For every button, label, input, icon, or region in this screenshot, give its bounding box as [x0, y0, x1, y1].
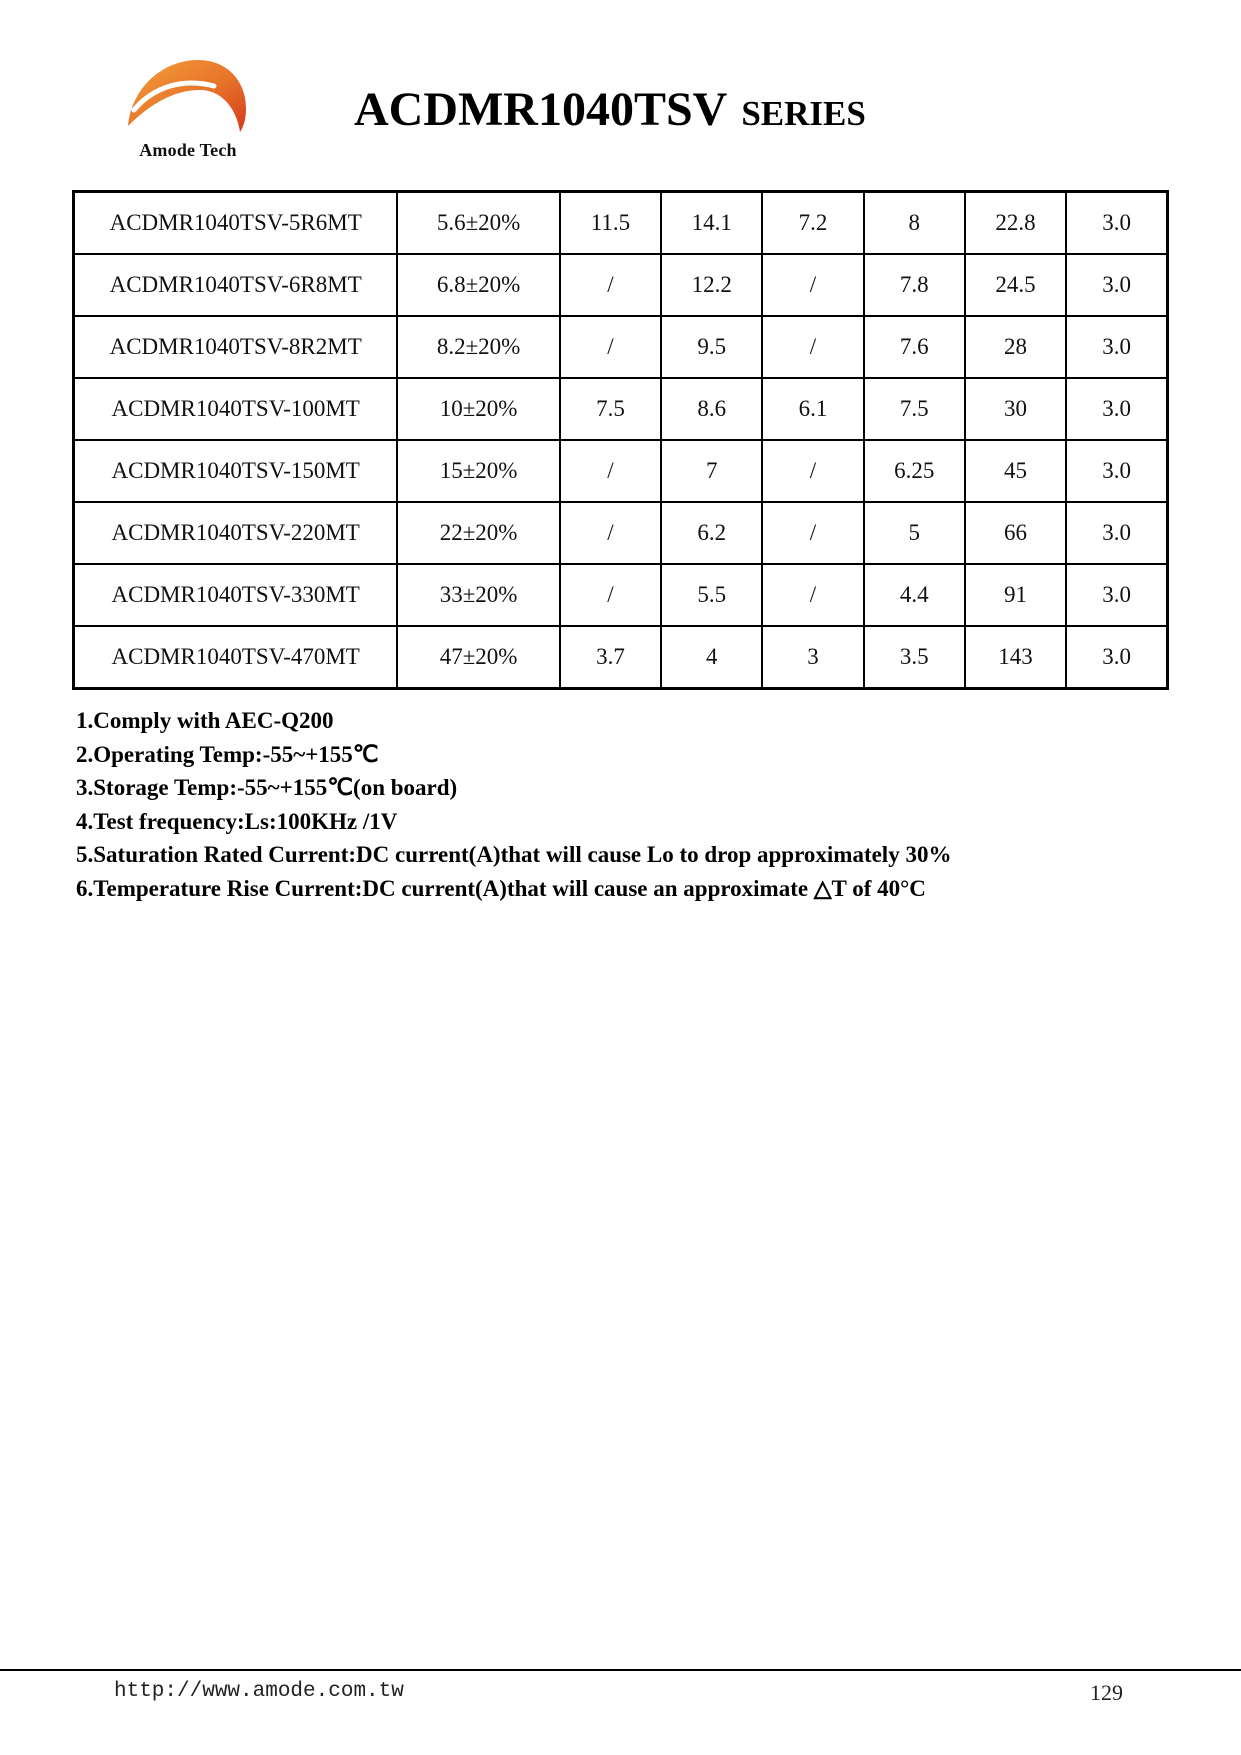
company-logo	[118, 56, 256, 166]
table-cell: /	[560, 564, 661, 626]
note-test-frequency: 4.Test frequency:Ls:100KHz /1V	[76, 808, 398, 834]
table-cell: 30	[965, 378, 1066, 440]
table-cell: 10±20%	[397, 378, 559, 440]
table-cell: 22±20%	[397, 502, 559, 564]
table-cell: /	[762, 254, 863, 316]
table-cell: 7.5	[864, 378, 965, 440]
spec-table	[72, 190, 1169, 690]
sun-rays-logo-icon	[124, 56, 250, 140]
footer-divider	[0, 1669, 1241, 1671]
table-row	[74, 316, 1168, 378]
table-cell: 7	[661, 440, 762, 502]
table-row	[74, 626, 1168, 689]
note-operating-temp: 2.Operating Temp:-55~+155℃	[76, 741, 379, 767]
table-cell: 24.5	[965, 254, 1066, 316]
table-cell: 4	[661, 626, 762, 689]
part-number: ACDMR1040TSV-100MT	[74, 378, 398, 440]
table-cell: 143	[965, 626, 1066, 689]
table-cell: 7.8	[864, 254, 965, 316]
table-cell: 91	[965, 564, 1066, 626]
table-cell: 3.0	[1066, 564, 1167, 626]
table-cell: 5.5	[661, 564, 762, 626]
notes-list	[76, 704, 951, 906]
table-cell: 7.2	[762, 192, 863, 255]
part-number: ACDMR1040TSV-330MT	[74, 564, 398, 626]
table-cell: 47±20%	[397, 626, 559, 689]
table-cell: 3	[762, 626, 863, 689]
table-cell: 8	[864, 192, 965, 255]
table-cell: /	[560, 316, 661, 378]
table-cell: 5	[864, 502, 965, 564]
part-number: ACDMR1040TSV-470MT	[74, 626, 398, 689]
table-cell: 14.1	[661, 192, 762, 255]
table-cell: 11.5	[560, 192, 661, 255]
page-number: 129	[1090, 1680, 1123, 1705]
table-row	[74, 440, 1168, 502]
note-saturation-current: 5.Saturation Rated Current:DC current(A)that will cause Lo to drop approximately 30%	[76, 842, 952, 868]
table-cell: 6.2	[661, 502, 762, 564]
footer-url[interactable]: http://www.amode.com.tw	[114, 1680, 404, 1703]
table-cell: /	[560, 440, 661, 502]
table-cell: 33±20%	[397, 564, 559, 626]
table-cell: 6.8±20%	[397, 254, 559, 316]
part-number: ACDMR1040TSV-6R8MT	[74, 254, 398, 316]
table-row	[74, 192, 1168, 255]
table-cell: 8.2±20%	[397, 316, 559, 378]
series-label: SERIES	[741, 94, 866, 133]
table-cell: 3.5	[864, 626, 965, 689]
table-cell: 7.6	[864, 316, 965, 378]
part-number: ACDMR1040TSV-150MT	[74, 440, 398, 502]
table-cell: 3.0	[1066, 626, 1167, 689]
note-aec-q200: 1.Comply with AEC-Q200	[76, 708, 334, 733]
table-row	[74, 502, 1168, 564]
table-cell: 3.0	[1066, 254, 1167, 316]
table-row	[74, 254, 1168, 316]
table-cell: 7.5	[560, 378, 661, 440]
table-row	[74, 564, 1168, 626]
table-cell: 66	[965, 502, 1066, 564]
table-cell: 6.1	[762, 378, 863, 440]
table-cell: /	[560, 254, 661, 316]
table-cell: 3.0	[1066, 440, 1167, 502]
series-name: ACDMR1040TSV	[354, 83, 728, 136]
logo-text: Amode Tech	[139, 140, 237, 160]
table-cell: 6.25	[864, 440, 965, 502]
table-cell: 28	[965, 316, 1066, 378]
table-cell: 9.5	[661, 316, 762, 378]
table-cell: 8.6	[661, 378, 762, 440]
table-cell: 15±20%	[397, 440, 559, 502]
table-cell: 12.2	[661, 254, 762, 316]
table-cell: 4.4	[864, 564, 965, 626]
table-row	[74, 378, 1168, 440]
part-number: ACDMR1040TSV-220MT	[74, 502, 398, 564]
page-title	[354, 82, 866, 137]
table-cell: 5.6±20%	[397, 192, 559, 255]
table-cell: 3.0	[1066, 192, 1167, 255]
table-cell: /	[560, 502, 661, 564]
part-number: ACDMR1040TSV-5R6MT	[74, 192, 398, 255]
part-number: ACDMR1040TSV-8R2MT	[74, 316, 398, 378]
table-cell: /	[762, 502, 863, 564]
table-cell: 45	[965, 440, 1066, 502]
table-cell: /	[762, 564, 863, 626]
table-cell: 3.0	[1066, 502, 1167, 564]
table-cell: 3.0	[1066, 316, 1167, 378]
table-cell: 22.8	[965, 192, 1066, 255]
note-storage-temp: 3.Storage Temp:-55~+155℃(on board)	[76, 775, 458, 801]
table-cell: /	[762, 440, 863, 502]
table-cell: 3.7	[560, 626, 661, 689]
note-temperature-rise-current: 6.Temperature Rise Current:DC current(A)that will cause an approximate △T of 40°C	[76, 875, 926, 901]
table-cell: /	[762, 316, 863, 378]
table-cell: 3.0	[1066, 378, 1167, 440]
